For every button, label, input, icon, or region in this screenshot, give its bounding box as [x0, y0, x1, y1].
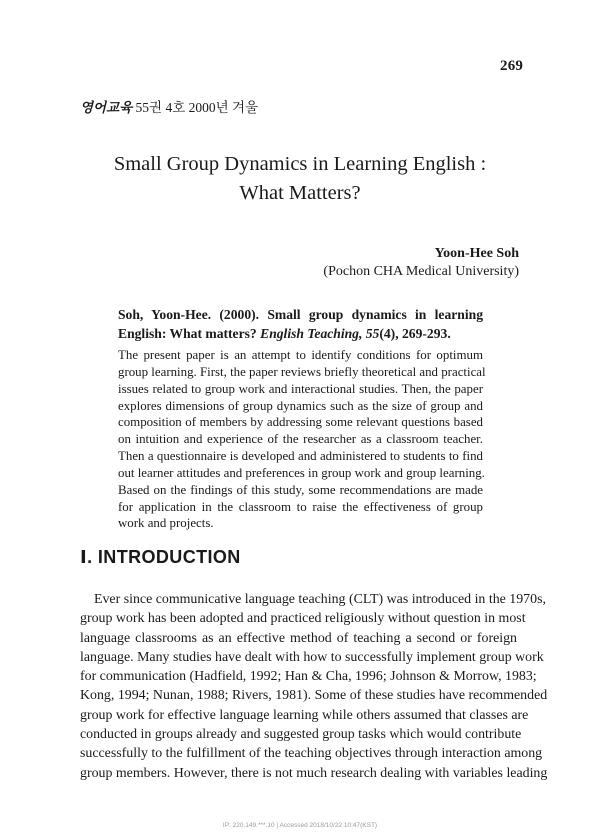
journal-issue: 55권 4호 2000년 겨울: [135, 100, 259, 115]
body-line: for communication (Hadfield, 1992; Han & Cha, 1996; Johnson & Morrow, 1983;: [80, 669, 537, 685]
body-line: language classrooms as an effective method of teaching a second or foreign: [80, 630, 517, 646]
title-line: What Matters?: [239, 182, 361, 204]
abstract-line: group learning. First, the paper reviews briefly theoretical and practical: [118, 364, 486, 379]
citation-text: Soh, Yoon-Hee. (2000). Small group dynamics in learning English: What matters?: [118, 307, 483, 341]
journal-line: [80, 96, 258, 116]
abstract-line: explores dimensions of group dynamics such as the size of group and: [118, 398, 483, 413]
abstract-line: out learner attitudes and preferences in group work and group learning.: [118, 465, 485, 480]
abstract-line: work and projects.: [118, 516, 214, 531]
paper-title: [60, 150, 540, 208]
abstract-line: Then a questionnaire is developed and administered to students to find: [118, 449, 483, 464]
title-line: Small Group Dynamics in Learning English :: [113, 153, 487, 175]
access-footer: IP: 220.149.***.10 | Accessed 2018/10/22 10:47(KST): [222, 822, 378, 829]
body-line: language. Many studies have dealt with how to successfully implement group work: [80, 649, 544, 665]
body-line: conducted in groups already and suggested group tasks which would contribute: [80, 727, 522, 743]
abstract-line: Based on the findings of this study, some recommendations are made: [118, 482, 483, 497]
body-line: Kong, 1994; Nunan, 1988; Rivers, 1981). Some of these studies have recommended: [80, 688, 548, 704]
body-line: successfully to the fulfillment of the teaching objectives through interaction among: [80, 746, 543, 762]
author-affiliation: (Pochon CHA Medical University): [323, 264, 519, 279]
abstract-line: The present paper is an attempt to identify conditions for optimum: [118, 348, 483, 362]
abstract-line: on intuition and experience of the researcher as a classroom teacher.: [118, 432, 483, 447]
body-line: group members. However, there is not much research dealing with variables leading: [80, 765, 548, 781]
abstract-block: [118, 305, 486, 532]
page-number: 269: [500, 58, 524, 74]
body-text: [80, 590, 548, 783]
abstract-line: for application in the classroom to raise the effectiveness of group: [118, 499, 483, 514]
author-name: Yoon-Hee Soh: [434, 246, 519, 261]
section-heading: Ⅰ. INTRODUCTION: [80, 547, 241, 567]
citation-journal: English Teaching, 55: [260, 326, 380, 341]
abstract-line: composition of members by addressing some relevant questions based: [118, 415, 483, 430]
citation: [118, 305, 483, 343]
body-line: group work for effective language learning while others assumed that classes are: [80, 707, 529, 723]
journal-name: 영어교육: [80, 100, 133, 115]
citation-pages: (4), 269-293.: [379, 326, 451, 341]
body-line: Ever since communicative language teaching (CLT) was introduced in the 1970s,: [94, 592, 546, 607]
body-line: group work has been adopted and practiced religiously without question in most: [80, 611, 526, 627]
abstract-line: issues related to group work and interactional studies. Then, the paper: [118, 381, 483, 396]
